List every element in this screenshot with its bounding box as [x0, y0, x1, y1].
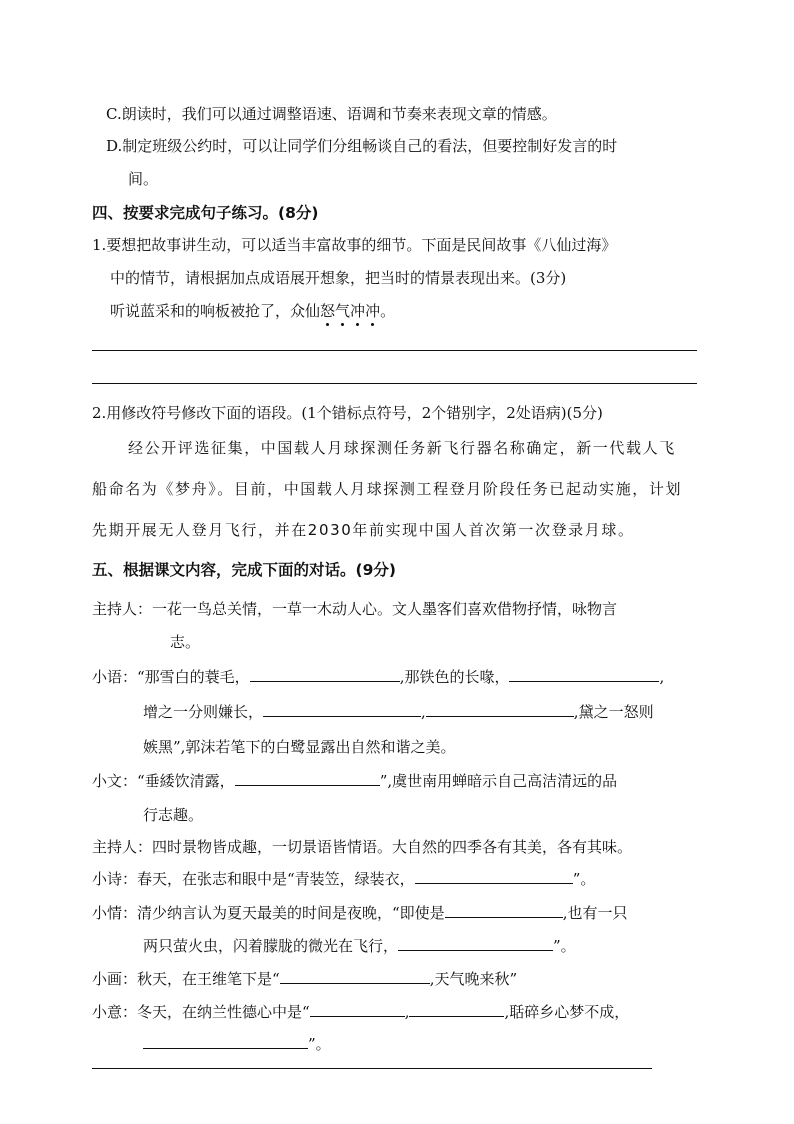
xiaoqing-text: ,也有一只 — [562, 904, 628, 922]
answer-line-1[interactable] — [92, 350, 697, 351]
speaker-label: 小语： — [92, 668, 138, 686]
answer-blank[interactable] — [235, 771, 380, 786]
xiaoyi-text: ,聒碎乡心梦不成， — [504, 1003, 630, 1021]
xiaoyu-line1 — [92, 666, 664, 687]
answer-blank[interactable] — [280, 969, 430, 984]
xiaoshi-text: 春天，在张志和眼中是“青装笠，绿装衣， — [137, 870, 415, 888]
speaker-label: 主持人： — [92, 600, 153, 618]
q1-sentence — [110, 300, 395, 321]
idiom-char: 怒 — [320, 302, 336, 320]
q2-passage-line2: 船命名为《梦舟》。目前，中国载人月球探测工程登月阶段任务已起动实施，计划 — [92, 480, 683, 498]
answer-blank[interactable] — [415, 869, 573, 884]
xiaoyi-text: , — [404, 1003, 410, 1021]
xiaowen-text: “垂緌饮清露， — [137, 772, 235, 790]
speaker-label: 主持人： — [92, 838, 153, 856]
speaker-label: 小意： — [92, 1003, 138, 1021]
xiaoqing-text: 清少纳言认为夏天最美的时间是夜晚，“即使是 — [137, 904, 445, 922]
q2-passage-line1: 经公开评选征集，中国载人月球探测任务新飞行器名称确定，新一代载人飞 — [128, 439, 676, 457]
xiaoyi-text: 冬天，在纳兰性德心中是“ — [137, 1003, 310, 1021]
answer-blank[interactable] — [426, 702, 574, 717]
xiaoshi-text: ”。 — [572, 870, 596, 888]
xiaoyu-text: “那雪白的蓑毛， — [137, 668, 250, 686]
idiom-char: 冲 — [350, 302, 366, 320]
xiaoyu-line3: 嫉黑”,郭沫若笔下的白鹭显露出自然和谐之美。 — [143, 738, 456, 756]
option-d-line1: D.制定班级公约时，可以让同学们分组畅谈自己的看法，但要控制好发言的时 — [106, 137, 618, 155]
xiaoyu-text: , — [421, 703, 426, 721]
answer-blank[interactable] — [143, 1034, 308, 1049]
answer-blank[interactable] — [398, 936, 553, 951]
answer-blank[interactable] — [310, 1002, 405, 1017]
xiaohua-text: 秋天，在王维笔下是“ — [137, 970, 280, 988]
q2-passage-line3: 先期开展无人登月飞行，并在2030年前实现中国人首次第一次登录月球。 — [92, 521, 635, 539]
xiaoyi-line2 — [143, 1033, 331, 1054]
xiaoqing-line2 — [143, 935, 576, 956]
option-c: C.朗读时，我们可以通过调整语速、语调和节奏来表现文章的情感。 — [106, 105, 557, 123]
xiaoqing-line1 — [92, 902, 627, 923]
xiaoyi-text: ”。 — [308, 1035, 331, 1053]
xiaoqing-text: ”。 — [553, 937, 576, 955]
idiom-char: 气 — [335, 302, 351, 320]
xiaoyu-text: ,黛之一怒则 — [573, 703, 654, 721]
xiaoqing-text: 两只萤火虫，闪着朦胧的微光在飞行， — [143, 937, 399, 955]
q1-sentence-suffix: 。 — [380, 302, 396, 320]
bottom-divider — [92, 1068, 652, 1069]
answer-blank[interactable] — [409, 1002, 504, 1017]
host1-text: 一花一鸟总关情，一草一木动人心。文人墨客们喜欢借物抒情，咏物言 — [152, 600, 618, 618]
xiaoyu-text: 增之一分则嫌长， — [143, 703, 264, 721]
section5-heading: 五、根据课文内容，完成下面的对话。(9分) — [92, 561, 396, 579]
q2-instruction: 2.用修改符号修改下面的语段。(1个错标点符号，2个错别字，2处语病)(5分) — [92, 404, 603, 422]
host1-line1 — [92, 598, 617, 619]
xiaoyu-text: ,那铁色的长喙， — [399, 668, 510, 686]
q1-line1: 1.要想把故事讲生动，可以适当丰富故事的细节。下面是民间故事《八仙过海》 — [92, 236, 617, 254]
xiaoyu-text: , — [659, 668, 665, 686]
host2-line1 — [92, 836, 632, 857]
idiom-char: 冲 — [365, 302, 381, 320]
section4-heading: 四、按要求完成句子练习。(8分) — [92, 204, 319, 222]
xiaowen-text: ”,虞世南用蝉暗示自己高洁清远的品 — [379, 772, 618, 790]
xiaoyu-line2 — [143, 701, 654, 722]
q1-sentence-prefix: 听说蓝采和的响板被抢了，众仙 — [110, 302, 321, 320]
answer-blank[interactable] — [250, 667, 400, 682]
xiaowen-line1 — [92, 770, 617, 791]
host1-line2: 志。 — [170, 633, 201, 651]
option-d-line2: 间。 — [128, 170, 159, 188]
answer-blank[interactable] — [263, 702, 421, 717]
host2-text: 四时景物皆成趣，一切景语皆情语。大自然的四季各有其美，各有其味。 — [152, 838, 633, 856]
q1-line2: 中的情节，请根据加点成语展开想象，把当时的情景表现出来。(3分) — [110, 269, 567, 287]
answer-blank[interactable] — [509, 667, 659, 682]
speaker-label: 小诗： — [92, 870, 138, 888]
speaker-label: 小文： — [92, 772, 138, 790]
xiaowen-line2: 行志趣。 — [143, 806, 204, 824]
xiaohua-text: ,天气晚来秋” — [429, 970, 518, 988]
answer-line-2[interactable] — [92, 383, 697, 384]
xiaoshi-line1 — [92, 868, 595, 889]
speaker-label: 小情： — [92, 904, 138, 922]
speaker-label: 小画： — [92, 970, 138, 988]
xiaoyi-line1 — [92, 1001, 629, 1022]
answer-blank[interactable] — [445, 903, 563, 918]
xiaohua-line1 — [92, 968, 517, 989]
